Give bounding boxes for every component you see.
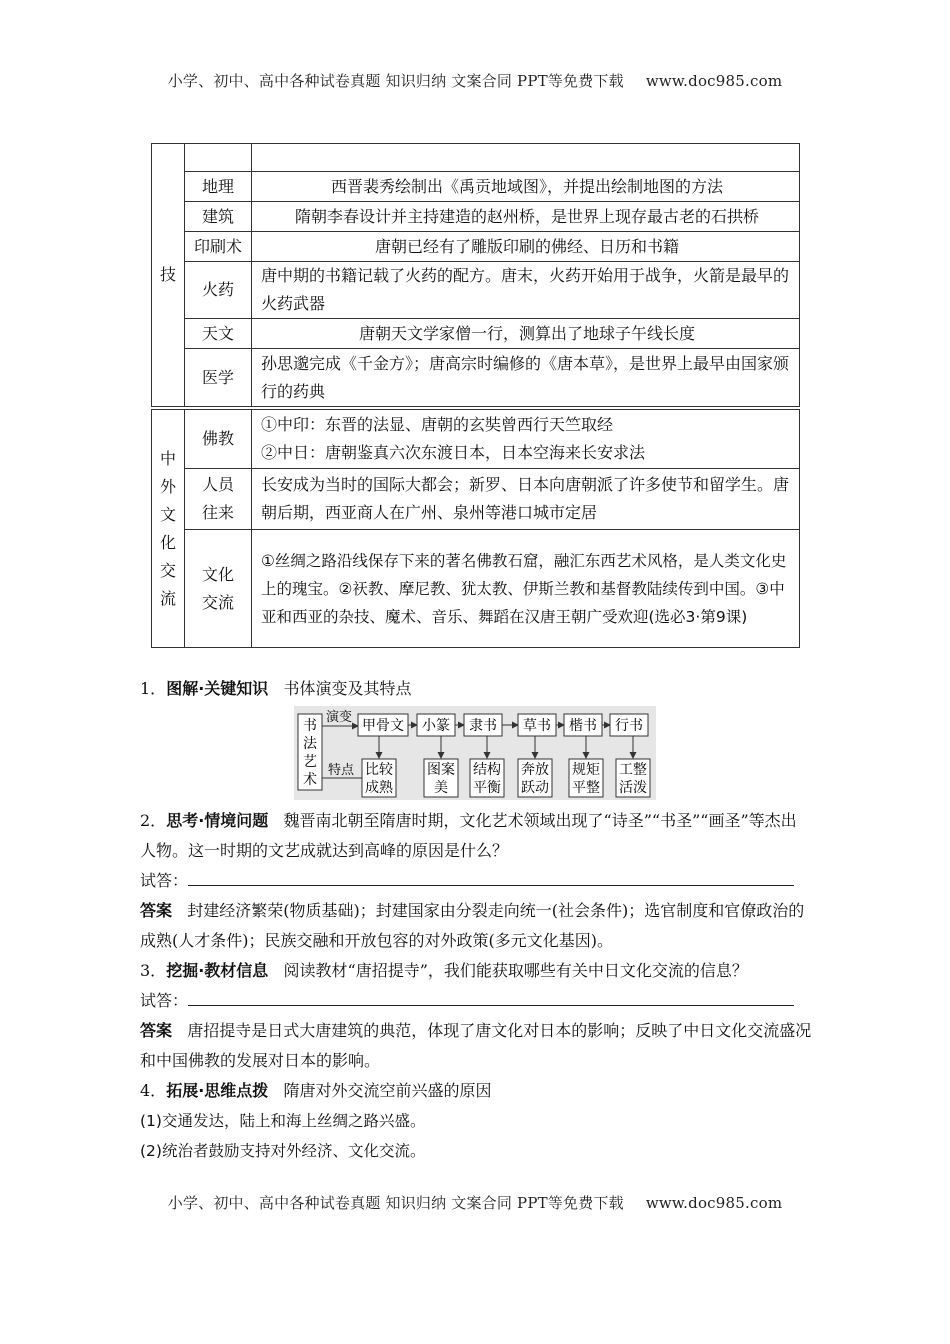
feature-label: 工整 bbox=[619, 762, 647, 778]
section4: 4．拓展·思维点拨 隋唐对外交流空前兴盛的原因 (1)交通发达，陆上和海上丝绸之路兴盛。 (2)统治者鼓励支持对外经济、文化交流。 bbox=[140, 1076, 812, 1166]
section1-title: 图解·关键知识 bbox=[166, 679, 269, 698]
label-feature: 特点 bbox=[327, 763, 355, 778]
feature-label: 图案 bbox=[427, 762, 455, 778]
row-label-medicine: 医学 bbox=[185, 349, 252, 407]
section2: 2．思考·情境问题 魏晋南北朝至隋唐时期，文化艺术领域出现了“诗圣”“书圣”“画圣”等杰出人物。这一时期的文艺成就达到高峰的原因是什么？ 试答： 答案 封建经济繁荣(物质基础)；封建国家由分裂走向统一(社会条件)；选官制度和官僚政治的成熟(人才条件)；民族交融和开放包容的对外政策(多元文化基因)。 bbox=[140, 806, 812, 956]
feature-label: 平整 bbox=[572, 780, 600, 796]
row-label-people: 人员 往来 bbox=[185, 469, 252, 530]
section2-answer: 封建经济繁荣(物质基础)；封建国家由分裂走向统一(社会条件)；选官制度和官僚政治的成熟(人才条件)；民族交融和开放包容的对外政策(多元文化基因)。 bbox=[140, 901, 805, 950]
svg-text:术: 术 bbox=[303, 772, 317, 788]
row-label-buddhism: 佛教 bbox=[185, 410, 252, 469]
header-url[interactable]: www.doc985.com bbox=[645, 72, 783, 90]
category-tech: 技 bbox=[152, 144, 185, 407]
section3-try: 试答： bbox=[140, 986, 812, 1016]
page-header bbox=[0, 70, 950, 91]
row-label-geography: 地理 bbox=[185, 172, 252, 202]
row-label-gunpowder: 火药 bbox=[185, 262, 252, 319]
feature-label: 成熟 bbox=[365, 780, 393, 796]
svg-text:艺: 艺 bbox=[303, 754, 317, 770]
section3: 3．挖掘·教材信息 阅读教材“唐招提寺”，我们能获取哪些有关中日文化交流的信息？ 试答： 答案 唐招提寺是日式大唐建筑的典范，体现了唐文化对日本的影响；反映了中日文化交流盛况和中国佛教的发展对日本的影响。 bbox=[140, 961, 812, 1070]
section1-heading: 1．图解·关键知识 书体演变及其特点 bbox=[140, 679, 412, 698]
row-content-culture: ①丝绸之路沿线保存下来的著名佛教石窟，融汇东西艺术风格，是人类文化史上的瑰宝。②祆教、摩尼教、犹太教、伊斯兰教和基督教陆续传到中国。③中亚和西亚的杂技、魔术、音乐、舞蹈在汉唐王朝广受欢迎(选必3·第9课) bbox=[252, 530, 800, 648]
answer-blank-2[interactable] bbox=[188, 867, 794, 886]
feature-label: 跃动 bbox=[521, 780, 549, 796]
section1-topic: 书体演变及其特点 bbox=[283, 679, 412, 698]
section2-title: 思考·情境问题 bbox=[166, 811, 269, 830]
row-label-printing: 印刷术 bbox=[185, 232, 252, 262]
section3-title: 挖掘·教材信息 bbox=[166, 961, 269, 980]
section4-topic: 隋唐对外交流空前兴盛的原因 bbox=[283, 1081, 492, 1100]
section2-answer-label: 答案 bbox=[140, 901, 173, 920]
header-text: 小学、初中、高中各种试卷真题 知识归纳 文案合同 PPT等免费下载 bbox=[167, 72, 624, 90]
feature-label: 比较 bbox=[365, 762, 393, 778]
row-content-architecture: 隋朝李春设计并主持建造的赵州桥，是世界上现存最古老的石拱桥 bbox=[252, 202, 800, 232]
row-content-medicine: 孙思邈完成《千金方》；唐高宗时编修的《唐本草》，是世界上最早由国家颁行的药典 bbox=[252, 349, 800, 407]
label-evolution: 演变 bbox=[325, 710, 353, 725]
section3-answer: 唐招提寺是日式大唐建筑的典范，体现了唐文化对日本的影响；反映了中日文化交流盛况和中国佛教的发展对日本的影响。 bbox=[140, 1021, 812, 1070]
section3-question: 阅读教材“唐招提寺”，我们能获取哪些有关中日文化交流的信息？ bbox=[283, 961, 748, 980]
section4-item-1: (1)交通发达，陆上和海上丝绸之路兴盛。 bbox=[140, 1112, 426, 1130]
row-content-people: 长安成为当时的国际大都会；新罗、日本向唐朝派了许多使节和留学生。唐朝后期，西亚商人在广州、泉州等港口城市定居 bbox=[252, 469, 800, 530]
section2-question: 魏晋南北朝至隋唐时期，文化艺术领域出现了“诗圣”“书圣”“画圣”等杰出人物。这一时期的文艺成就达到高峰的原因是什么？ bbox=[140, 811, 797, 860]
row-content-geography: 西晋裴秀绘制出《禹贡地域图》，并提出绘制地图的方法 bbox=[252, 172, 800, 202]
exchange-table bbox=[151, 409, 800, 648]
script-label: 行书 bbox=[615, 718, 643, 734]
row-label-astronomy: 天文 bbox=[185, 319, 252, 349]
knowledge-table bbox=[151, 143, 800, 407]
feature-label: 结构 bbox=[473, 762, 501, 778]
svg-text:书: 书 bbox=[303, 718, 317, 734]
footer-text: 小学、初中、高中各种试卷真题 知识归纳 文案合同 PPT等免费下载 bbox=[167, 1194, 624, 1212]
feature-label: 规矩 bbox=[572, 762, 600, 778]
row-content-printing: 唐朝已经有了雕版印刷的佛经、日历和书籍 bbox=[252, 232, 800, 262]
footer-url[interactable]: www.doc985.com bbox=[645, 1194, 783, 1212]
feature-label: 平衡 bbox=[473, 780, 501, 796]
section4-item-2: (2)统治者鼓励支持对外经济、文化交流。 bbox=[140, 1142, 426, 1160]
feature-label: 美 bbox=[434, 780, 448, 796]
svg-text:法: 法 bbox=[303, 736, 317, 752]
script-label: 小篆 bbox=[422, 718, 450, 734]
page-footer bbox=[0, 1192, 950, 1213]
section2-try: 试答： bbox=[140, 866, 812, 896]
section3-answer-label: 答案 bbox=[140, 1021, 173, 1040]
script-label: 楷书 bbox=[569, 718, 597, 734]
row-content-astronomy: 唐朝天文学家僧一行，测算出了地球子午线长度 bbox=[252, 319, 800, 349]
feature-label: 奔放 bbox=[521, 762, 549, 778]
script-label: 草书 bbox=[523, 718, 551, 734]
feature-label: 活泼 bbox=[619, 780, 647, 796]
row-label-culture: 文化 交流 bbox=[185, 530, 252, 648]
section4-title: 拓展·思维点拨 bbox=[166, 1081, 269, 1100]
row-content-gunpowder: 唐中期的书籍记载了火药的配方。唐末，火药开始用于战争，火箭是最早的火药武器 bbox=[252, 262, 800, 319]
script-label: 隶书 bbox=[469, 718, 497, 734]
category-exchange: 中 外 文 化 交 流 bbox=[152, 410, 185, 648]
answer-blank-3[interactable] bbox=[188, 987, 794, 1006]
script-label: 甲骨文 bbox=[362, 718, 404, 734]
calligraphy-diagram bbox=[294, 706, 656, 800]
row-label-architecture: 建筑 bbox=[185, 202, 252, 232]
row-content-buddhism: ①中印：东晋的法显、唐朝的玄奘曾西行天竺取经 ②中日：唐朝鉴真六次东渡日本，日本空海来长安求法 bbox=[252, 410, 800, 469]
